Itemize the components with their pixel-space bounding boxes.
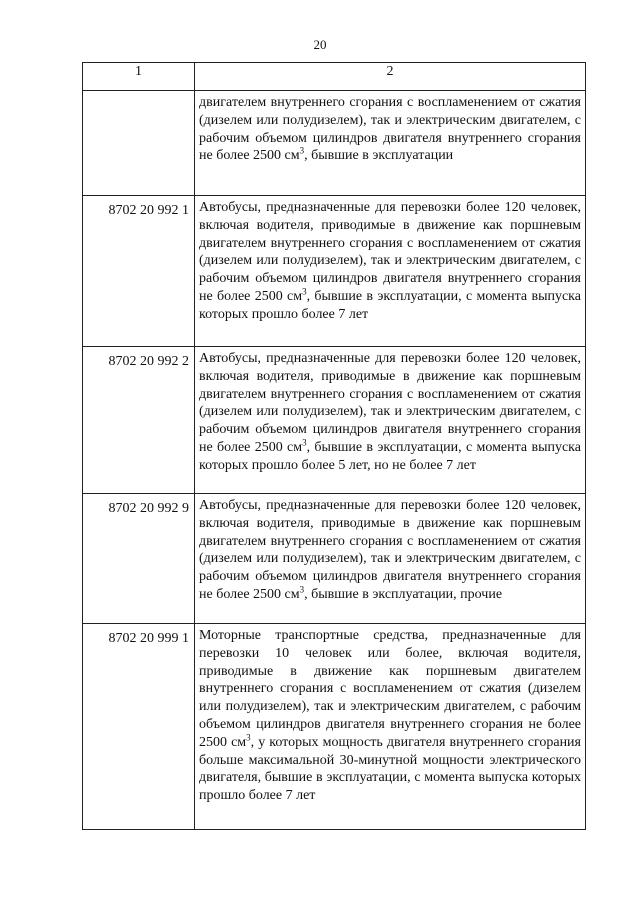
tariff-code: 8702 20 992 1 (83, 196, 195, 347)
goods-description: двигателем внутреннего сгорания с воспламенением от сжатия (дизелем или полудизелем), так и электрическим двигателем, с рабочим объемом цилиндров двигателя внутреннего сгорания не более 2500 $см^3$, бывшие в эксплуатации (195, 91, 586, 196)
tariff-code: 8702 20 992 2 (83, 347, 195, 494)
table-row (83, 624, 586, 830)
page-number: 20 (313, 37, 327, 52)
goods-description: Автобусы, предназначенные для перевозки более 120 человек, включая водителя, приводимые в движение как поршневым двигателем внутреннего сгорания с воспламенением от сжатия (дизелем или полудизелем), так и электрическим двигателем, с рабочим объемом цилиндров двигателя внутреннего сгорания не более 2500 $см^3$, бывшие в эксплуатации, с момента выпуска которых прошло более 7 лет (195, 196, 586, 347)
column-header-1: 1 (83, 63, 195, 91)
table-row (83, 347, 586, 494)
goods-description: Автобусы, предназначенные для перевозки более 120 человек, включая водителя, приводимые в движение как поршневым двигателем внутреннего сгорания с воспламенением от сжатия (дизелем или полудизелем), так и электрическим двигателем, с рабочим объемом цилиндров двигателя внутреннего сгорания не более 2500 $см^3$, бывшие в эксплуатации, прочие (195, 494, 586, 624)
table-header-row (83, 63, 586, 91)
tariff-code: 8702 20 992 9 (83, 494, 195, 624)
tariff-code-table (82, 62, 586, 830)
tariff-code: 8702 20 999 1 (83, 624, 195, 830)
table-row (83, 494, 586, 624)
goods-description: Автобусы, предназначенные для перевозки более 120 человек, включая водителя, приводимые в движение как поршневым двигателем внутреннего сгорания с воспламенением от сжатия (дизелем или полудизелем), так и электрическим двигателем, с рабочим объемом цилиндров двигателя внутреннего сгорания не более 2500 $см^3$, бывшие в эксплуатации, с момента выпуска которых прошло более 5 лет, но не более 7 лет (195, 347, 586, 494)
tariff-code (83, 91, 195, 196)
table-row (83, 91, 586, 196)
column-header-2: 2 (195, 63, 586, 91)
goods-description: Моторные транспортные средства, предназначенные для перевозки 10 человек или более, включая водителя, приводимые в движение как поршневым двигателем внутреннего сгорания с воспламенением от сжатия (дизелем или полудизелем), так и электрическим двигателем, с рабочим объемом цилиндров двигателя внутреннего сгорания не более 2500 $см^3$, у которых мощность двигателя внутреннего сгорания больше максимальной 30-минутной мощности электрического двигателя, бывшие в эксплуатации, с момента выпуска которых прошло более 7 лет (195, 624, 586, 830)
table-row (83, 196, 586, 347)
